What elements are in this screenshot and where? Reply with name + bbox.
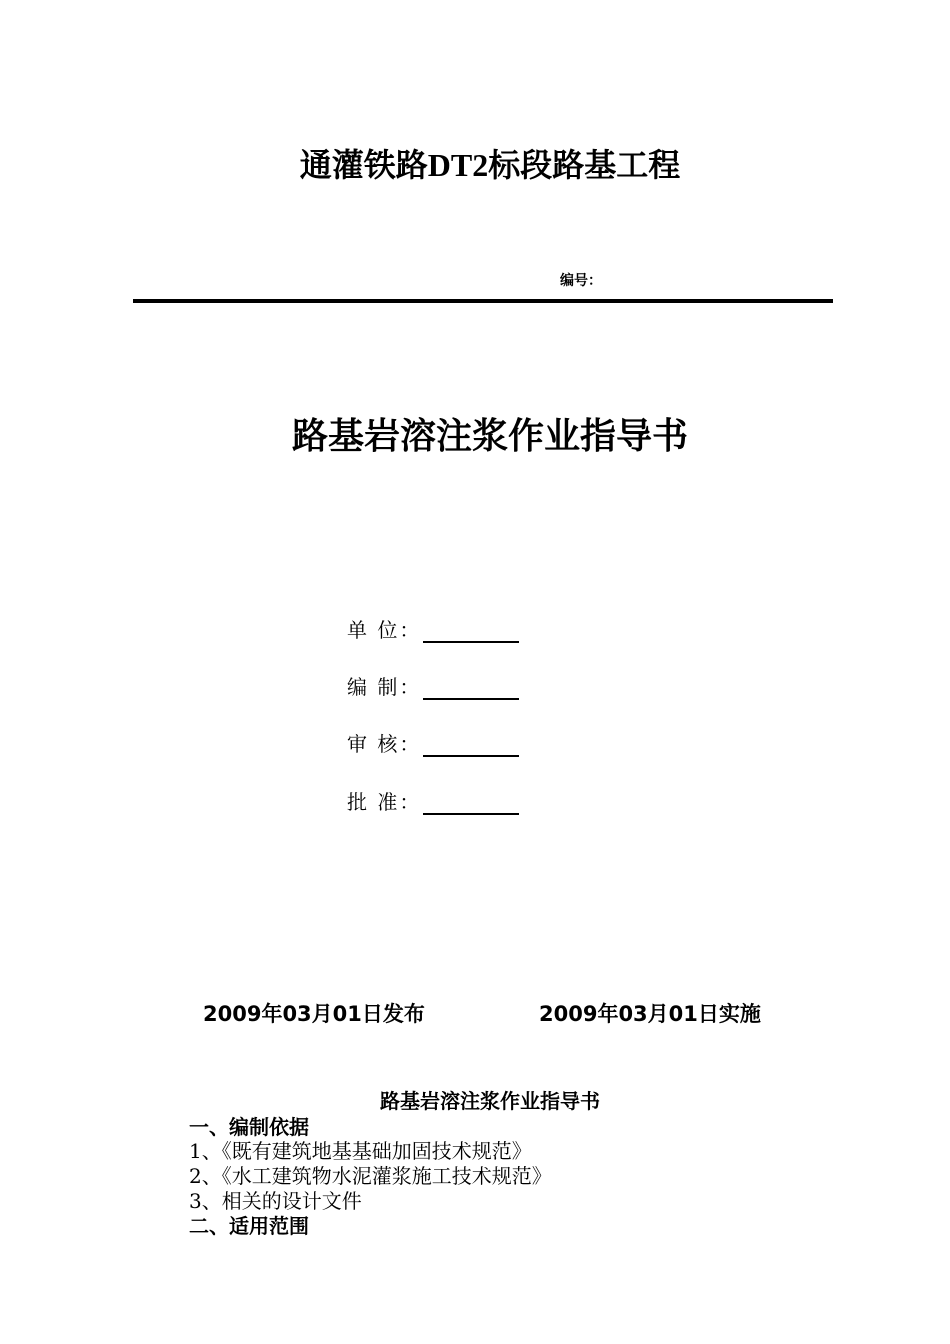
signature-label: 单 位： bbox=[347, 618, 422, 642]
section-heading-scope: 二、适用范围 bbox=[189, 1214, 309, 1238]
effective-date: 2009年03月01日实施 bbox=[539, 1002, 761, 1026]
signature-row-approver bbox=[347, 786, 519, 815]
list-item: 2、《水工建筑物水泥灌浆施工技术规范》 bbox=[189, 1164, 552, 1188]
signature-label: 审 核： bbox=[347, 732, 422, 756]
project-title: 通灌铁路DT2标段路基工程 bbox=[299, 147, 681, 183]
signature-row-reviewer bbox=[347, 728, 519, 757]
signature-blank-line bbox=[423, 793, 519, 815]
signature-label: 批 准： bbox=[347, 790, 422, 814]
list-item: 3、相关的设计文件 bbox=[189, 1189, 362, 1213]
document-title: 路基岩溶注浆作业指导书 bbox=[291, 416, 688, 457]
signature-blank-line bbox=[423, 735, 519, 757]
list-item: 1、《既有建筑地基基础加固技术规范》 bbox=[189, 1139, 532, 1163]
document-number-label: 编号： bbox=[560, 273, 602, 289]
signature-blank-line bbox=[423, 621, 519, 643]
header-divider bbox=[133, 299, 833, 303]
body-heading: 路基岩溶注浆作业指导书 bbox=[380, 1089, 600, 1113]
signature-row-unit bbox=[347, 614, 519, 643]
signature-blank-line bbox=[423, 678, 519, 700]
signature-label: 编 制： bbox=[347, 675, 422, 699]
publish-date: 2009年03月01日发布 bbox=[203, 1002, 425, 1026]
signature-row-compiler bbox=[347, 671, 519, 700]
section-heading-basis: 一、编制依据 bbox=[189, 1115, 309, 1139]
